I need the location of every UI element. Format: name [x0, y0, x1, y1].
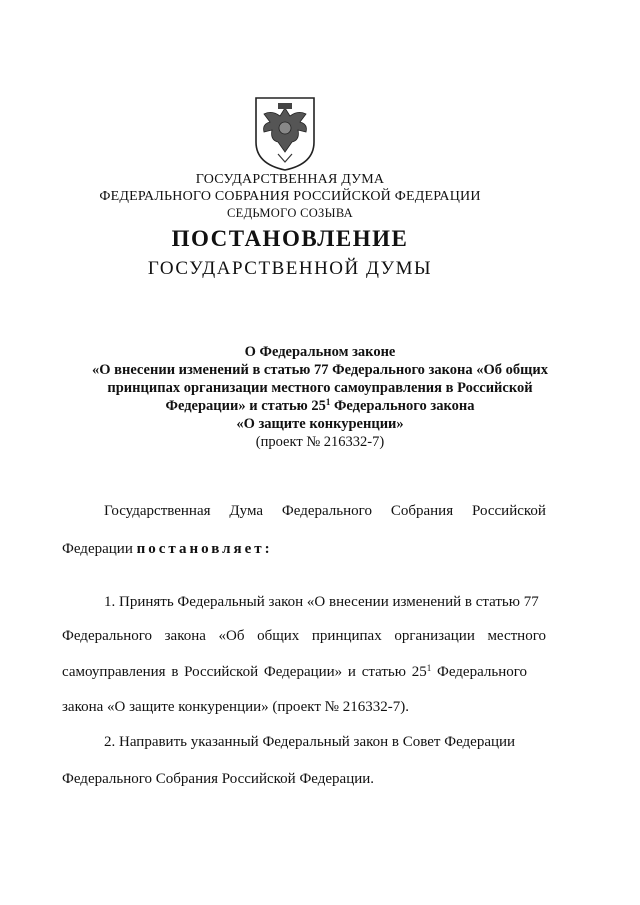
preamble-line-1: Государственная Дума Федерального Собрания Российской [104, 503, 546, 519]
document-title: ПОСТАНОВЛЕНИЕ [171, 226, 409, 251]
org-line-1: ГОСУДАРСТВЕННАЯ ДУМА [195, 172, 385, 187]
law-title-line-3: принципах организации местного самоуправления в Российской [107, 380, 533, 396]
paragraph-1-line-4: закона «О защите конкуренции» (проект № 216332-7). [62, 699, 409, 715]
org-line-3: СЕДЬМОГО СОЗЫВА [227, 206, 353, 220]
resolves-word: постановляет: [136, 541, 273, 557]
paragraph-2-line-1: 2. Направить указанный Федеральный закон в Совет Федерации [104, 734, 516, 750]
law-title-line-5: «О защите конкуренции» [236, 416, 404, 432]
law-title-line-2: «О внесении изменений в статью 77 Федерального закона «Об общих [91, 362, 549, 378]
paragraph-1-line-3: самоуправления в Российской Федерации» и статью $25^1$ Федерального [62, 663, 528, 680]
preamble-line-2: Федерации постановляет: [62, 541, 273, 557]
project-number: (проект № 216332-7) [255, 434, 385, 450]
org-line-2: ФЕДЕРАЛЬНОГО СОБРАНИЯ РОССИЙСКОЙ ФЕДЕРАЦИИ [99, 189, 481, 204]
paragraph-1-line-1: 1. Принять Федеральный закон «О внесении изменений в статью 77 [104, 594, 539, 610]
law-title-line-1: О Федеральном законе [244, 344, 396, 360]
document-subtitle: ГОСУДАРСТВЕННОЙ ДУМЫ [147, 258, 433, 279]
paragraph-1-line-2: Федерального закона «Об общих принципах организации местного [62, 628, 546, 644]
superscript: 1 [325, 397, 331, 407]
paragraph-2-line-2: Федерального Собрания Российской Федерации. [62, 771, 375, 787]
law-title-line-4: Федерации» и статью $25^1$ Федерального закона [165, 397, 475, 414]
superscript: 1 [426, 663, 432, 673]
coat-of-arms-emblem [250, 92, 320, 172]
